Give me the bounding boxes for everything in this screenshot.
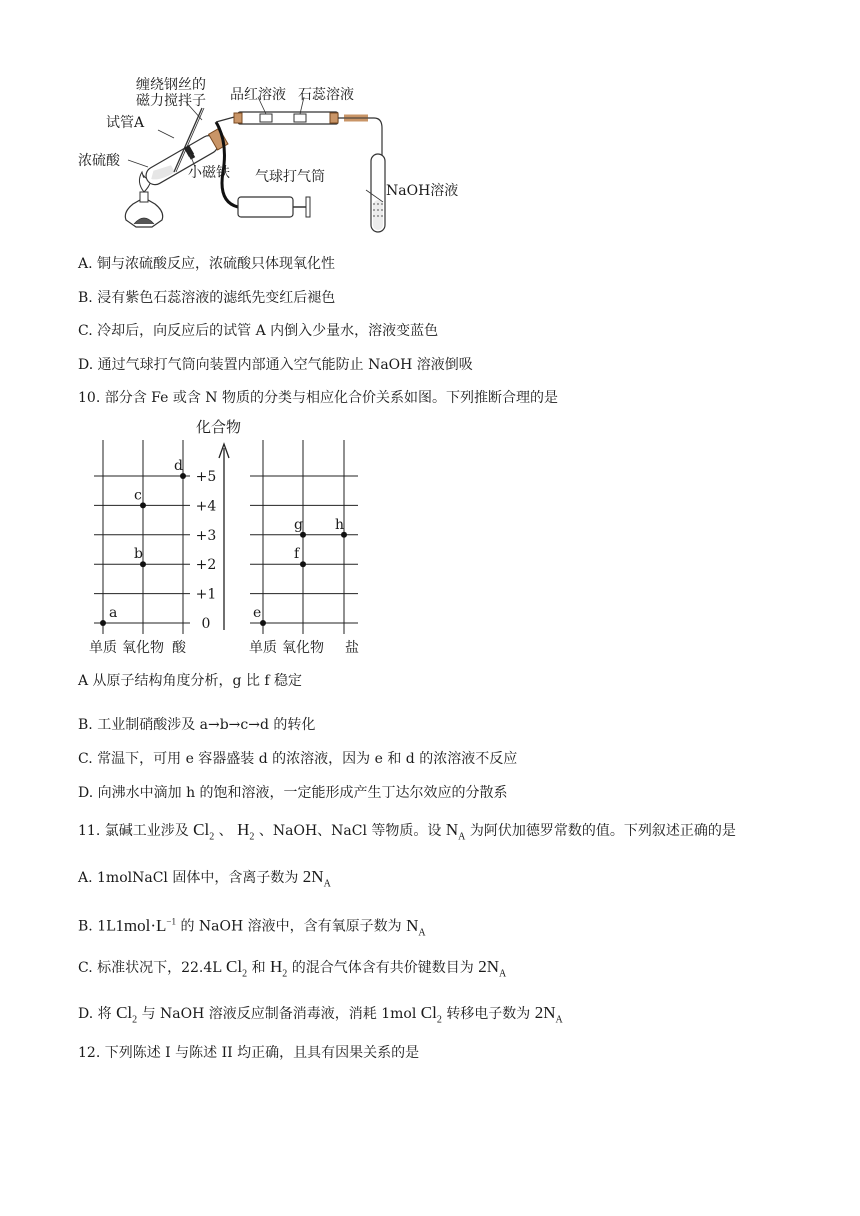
q9-option-a: A. 铜与浓硫酸反应，浓硫酸只体现氧化性 — [78, 256, 336, 272]
valence-tick-label: +5 — [195, 469, 217, 485]
q11-option-c — [78, 957, 506, 984]
formula-na: $N_A$ — [445, 820, 466, 843]
chart-axis-title: 化合物 — [196, 418, 242, 436]
category-label: 单质 — [89, 640, 117, 656]
q10-option-c: C. 常温下，可用 e 容器盛装 d 的浓溶液，因为 e 和 d 的浓溶液不反应 — [78, 751, 518, 767]
point-a — [100, 620, 106, 626]
q11-option-a-text: A. 1molNaCl 固体中，含离子数为 — [78, 870, 299, 886]
formula-na: $N_A$ — [406, 915, 426, 939]
point-label-h: h — [335, 516, 345, 533]
point-label-d: d — [174, 458, 183, 474]
point-label-a: a — [109, 605, 118, 621]
label-naoh: NaOH溶液 — [386, 183, 459, 199]
label-magnet: 小磁铁 — [188, 165, 230, 181]
q11-option-b-b: 的 NaOH 溶液中，含有氧原子数为 — [180, 918, 402, 935]
q10-stem: 10. 部分含 Fe 或含 N 物质的分类与相应化合价关系如图。下列推断合理的是 — [78, 390, 558, 406]
formula-2na: $2N_A$ — [534, 1003, 563, 1026]
valence-chart-svg — [78, 412, 378, 660]
q9-option-b: B. 浸有紫色石蕊溶液的滤纸先变红后褪色 — [78, 290, 336, 306]
q11-option-c-b: 和 — [251, 960, 266, 976]
formula-cl2: $Cl_2$ — [226, 957, 248, 980]
point-f — [300, 561, 306, 567]
category-label: 氧化物 — [282, 640, 324, 656]
label-litmus: 石蕊溶液 — [298, 87, 354, 103]
q11-option-d-c: 转移电子数为 — [446, 1006, 531, 1022]
formula-concentration: $1mol\cdot L^{-1}$ — [115, 915, 176, 935]
category-label: 盐 — [345, 640, 359, 656]
category-label: 单质 — [249, 640, 277, 656]
apparatus-figure — [78, 72, 478, 242]
point-label-c: c — [134, 487, 142, 504]
formula-h2: $H_2$ — [237, 820, 255, 843]
q11-option-a — [78, 867, 331, 894]
category-label: 氧化物 — [122, 640, 164, 656]
q11-option-d-b: 与 NaOH 溶液反应制备消毒液，消耗 1mol — [141, 1006, 417, 1022]
label-stirrer-1: 缠绕钢丝的 — [136, 77, 206, 93]
point-label-g: g — [294, 516, 303, 533]
q11-stem-a: 11. 氯碱工业涉及 — [78, 823, 189, 839]
formula-cl2: $Cl_2$ — [193, 820, 215, 843]
category-label: 酸 — [172, 640, 186, 656]
q9-option-c: C. 冷却后，向反应后的试管 A 内倒入少量水，溶液变蓝色 — [78, 323, 439, 339]
formula-cl2: $Cl_2$ — [420, 1003, 442, 1026]
label-pump: 气球打气筒 — [255, 169, 325, 185]
q11-option-c-c: 的混合气体含有共价键数目为 — [291, 960, 474, 976]
label-conc-acid: 浓硫酸 — [78, 153, 120, 169]
point-label-b: b — [134, 546, 143, 563]
q12-stem: 12. 下列陈述 I 与陈述 II 均正确，且具有因果关系的是 — [78, 1045, 420, 1061]
point-label-f: f — [294, 546, 300, 563]
q11-stem-b: 、NaOH、NaCl 等物质。设 — [258, 823, 442, 839]
formula-cl2: $Cl_2$ — [116, 1003, 138, 1026]
q11-option-c-a: C. 标准状况下，22.4L — [78, 960, 222, 976]
formula-2na: $2N_A$ — [302, 867, 331, 890]
valence-tick-label: +1 — [195, 586, 217, 603]
q10-option-d: D. 向沸水中滴加 h 的饱和溶液，一定能形成产生丁达尔效应的分散系 — [78, 785, 508, 801]
valence-tick-label: 0 — [201, 616, 211, 632]
q11-option-d — [78, 1003, 563, 1030]
q11-stem-c: 为阿伏加德罗常数的值。下列叙述正确的是 — [469, 823, 736, 839]
formula-2na: $2N_A$ — [478, 957, 507, 980]
q10-option-b: B. 工业制硝酸涉及 a→b→c→d 的转化 — [78, 717, 316, 733]
q11-stem: 11. 氯碱工业涉及 $Cl_2$ 、 $H_2$ 、NaOH、NaCl 等物质。设 $N_A$ 为阿伏加德罗常数的值。下列叙述正确的是 — [78, 820, 736, 843]
q10-option-a: A 从原子结构角度分析，g 比 f 稳定 — [78, 673, 303, 689]
valence-tick-label: +2 — [195, 557, 217, 574]
q11-option-b-a: B. 1L — [78, 918, 116, 935]
formula-h2: $H_2$ — [270, 957, 288, 980]
q9-option-d: D. 通过气球打气筒向装置内部通入空气能防止 NaOH 溶液倒吸 — [78, 357, 473, 373]
q11-option-d-a: D. 将 — [78, 1006, 112, 1022]
label-pinhong: 品红溶液 — [230, 87, 286, 103]
point-label-e: e — [253, 605, 262, 621]
label-stirrer-2: 磁力搅拌子 — [136, 93, 206, 109]
valence-tick-label: +3 — [195, 527, 217, 544]
label-tube-a: 试管A — [106, 115, 145, 131]
valence-tick-label: +4 — [195, 498, 217, 515]
q11-option-b — [78, 911, 426, 943]
valence-chart — [78, 412, 378, 660]
